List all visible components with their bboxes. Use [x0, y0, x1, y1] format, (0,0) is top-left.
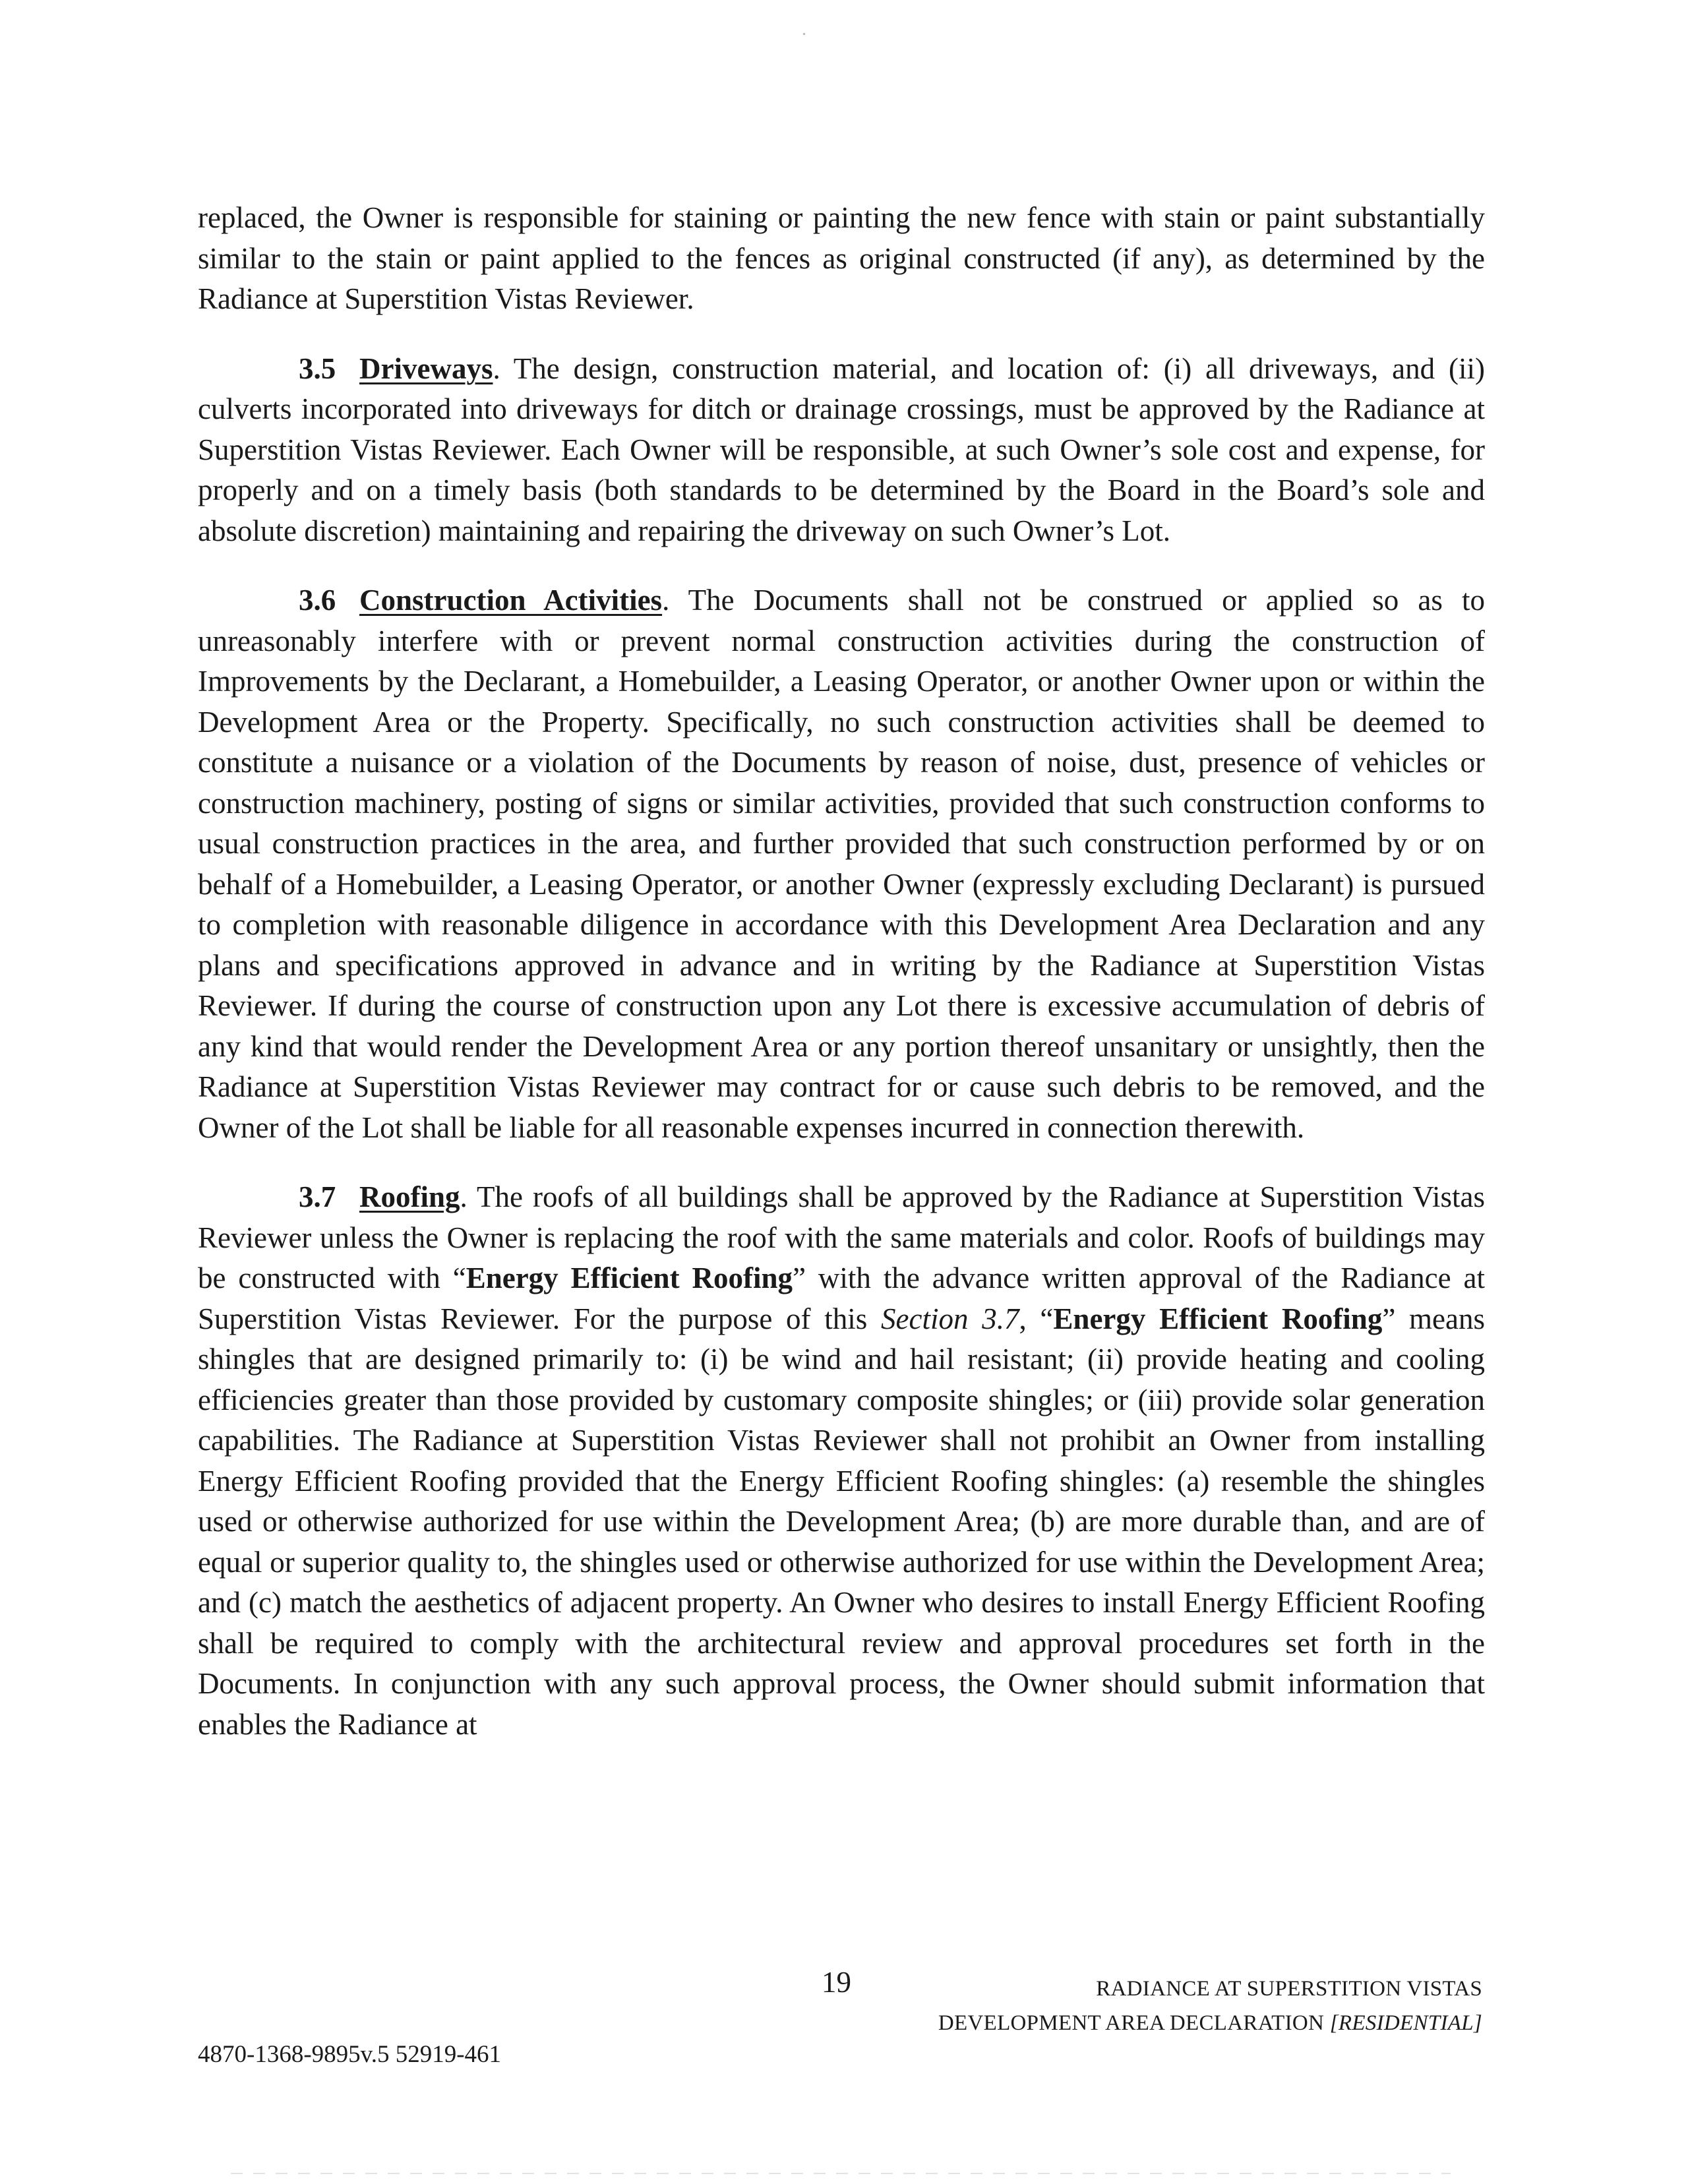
scan-artifact: [231, 2173, 1451, 2174]
scan-artifact: [803, 33, 805, 35]
section-text: , “: [1019, 1302, 1054, 1335]
page-number: 19: [822, 1966, 851, 1999]
footer-line-2: [938, 2006, 1482, 2040]
section-reference: Section 3.7: [881, 1302, 1019, 1335]
document-body: [198, 198, 1485, 1774]
section-number: 3.6: [299, 584, 336, 617]
defined-term: Energy Efficient Roofing: [1053, 1302, 1383, 1335]
section-number: 3.7: [299, 1180, 336, 1213]
continuation-paragraph: replaced, the Owner is responsible for staining or painting the new fence with stain or paint substantially similar to the stain or paint applied to the fences as original constructed (if any), as determined by the Radiance at Superstition Vistas Reviewer.: [198, 201, 1485, 315]
footer-line-1: RADIANCE AT SUPERSTITION VISTAS: [1096, 1977, 1482, 2001]
section-text: ” means shingles that are designed primarily to: (i) be wind and hail resistant; (ii) provide heating and cooling efficiencies greater than those provided by customary composite shingles; or (iii) provide solar generation capabilities. The Radiance at Superstition Vistas Reviewer shall not prohibit an Owner from installing Energy Efficient Roofing provided that the Energy Efficient Roofing shingles: (a) resemble the shingles used or otherwise authorized for use within the Development Area; (b) are more durable than, and are of equal or superior quality to, the shingles used or otherwise authorized for use within the Development Area; and (c) match the aesthetics of adjacent property. An Owner who desires to install Energy Efficient Roofing shall be required to comply with the architectural review and approval procedures set forth in the Documents. In conjunction with any such approval process, the Owner should submit information that enables the Radiance at: [198, 1302, 1486, 1741]
footer-title: [938, 1972, 1482, 2040]
section-number: 3.5: [299, 351, 336, 385]
footer-line-2-italic: [RESIDENTIAL]: [1329, 2011, 1482, 2035]
section-title: Roofing: [359, 1180, 460, 1213]
section-title: Construction Activities: [359, 584, 663, 617]
section-3-5: [198, 349, 1485, 552]
footer-line-2-text: DEVELOPMENT AREA DECLARATION: [938, 2011, 1330, 2035]
section-title: Driveways: [359, 351, 493, 385]
section-text: ” with the advance written approval of the Radiance at Superstition Vistas Reviewer. For the purpose of this: [198, 1261, 1486, 1335]
section-text: . The roofs of all buildings shall be approved by the Radiance at Superstition Vistas Reviewer unless the Owner is replacing the roof with the same materials and color. Roofs of buildings may be constructed with “: [198, 1180, 1485, 1294]
section-3-6: [198, 580, 1485, 1148]
section-text: . The design, construction material, and location of: (i) all driveways, and (ii) culverts incorporated into driveways for ditch or drainage crossings, must be approved by the Radiance at Superstition Vistas Reviewer. Each Owner will be responsible, at such Owner’s sole cost and expense, for properly and on a timely basis (both standards to be determined by the Board in the Board’s sole and absolute discretion) maintaining and repairing the driveway on such Owner’s Lot.: [198, 351, 1485, 547]
section-3-7: [198, 1177, 1485, 1745]
document-id: 4870-1368-9895v.5 52919-461: [198, 2041, 502, 2068]
section-text: . The Documents shall not be construed or applied so as to unreasonably interfere with or prevent normal construction activities during the construction of Improvements by the Declarant, a Homebuilder, a Leasing Operator, or another Owner upon or within the Development Area or the Property. Specifically, no such construction activities shall be deemed to constitute a nuisance or a violation of the Documents by reason of noise, dust, presence of vehicles or construction machinery, posting of signs or similar activities, provided that such construction conforms to usual construction practices in the area, and further provided that such construction performed by or on behalf of a Homebuilder, a Leasing Operator, or another Owner (expressly excluding Declarant) is pursued to completion with reasonable diligence in accordance with this Development Area Declaration and any plans and specifications approved in advance and in writing by the Radiance at Superstition Vistas Reviewer. If during the course of construction upon any Lot there is excessive accumulation of debris of any kind that would render the Development Area or any portion thereof unsanitary or unsightly, then the Radiance at Superstition Vistas Reviewer may contract for or cause such debris to be removed, and the Owner of the Lot shall be liable for all reasonable expenses incurred in connection therewith.: [198, 584, 1485, 1144]
defined-term: Energy Efficient Roofing: [466, 1261, 793, 1294]
